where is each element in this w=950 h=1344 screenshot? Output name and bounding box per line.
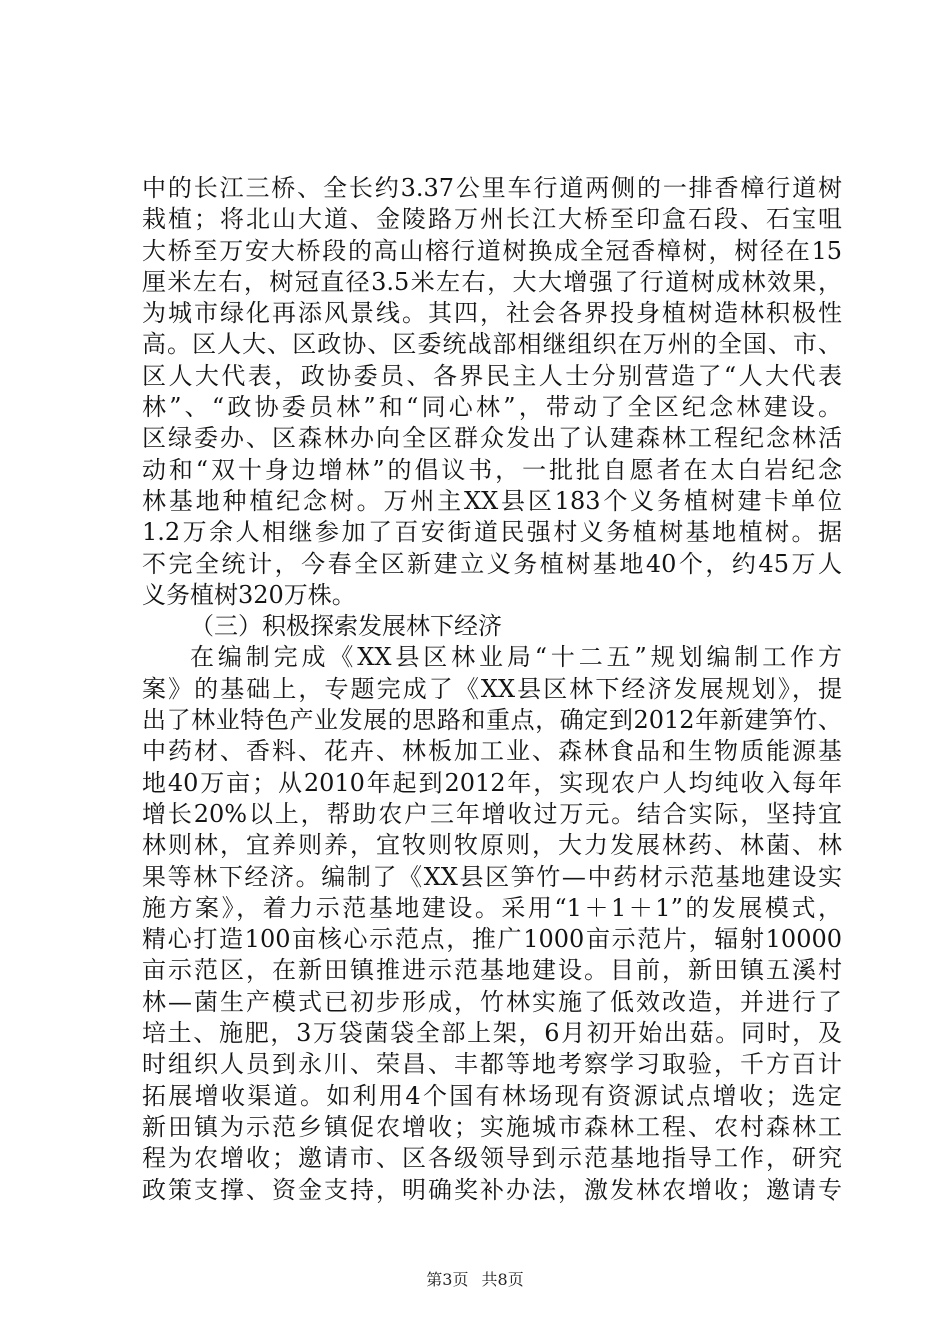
text-line: 林”、“政协委员林”和“同心林”，带动了全区纪念林建设。 — [142, 393, 842, 422]
document-body — [142, 173, 842, 1206]
text-line: 大桥至万安大桥段的高山榕行道树换成全冠香樟树，树径在15 — [142, 236, 842, 265]
text-line: 林—菌生产模式已初步形成，竹林实施了低效改造，并进行了 — [142, 987, 842, 1016]
page-number: 第3页 — [426, 1270, 469, 1289]
text-line: 新田镇为示范乡镇促农增收；实施城市森林工程、农村森林工 — [142, 1112, 842, 1141]
text-line: 增长20%以上，帮助农户三年增收过万元。结合实际，坚持宜 — [142, 799, 842, 828]
text-line: 林则林，宜养则养，宜牧则牧原则，大力发展林药、林菌、林 — [142, 831, 842, 860]
text-line: 精心打造100亩核心示范点，推广1000亩示范片，辐射10000 — [142, 925, 842, 954]
text-line: 厘米左右，树冠直径3.5米左右，大大增强了行道树成林效果， — [142, 267, 842, 296]
text-line: 区绿委办、区森林办向全区群众发出了认建森林工程纪念林活 — [142, 424, 842, 453]
text-line: 义务植树320万株。 — [142, 580, 356, 609]
text-line: 1.2万余人相继参加了百安街道民强村义务植树基地植树。据 — [142, 518, 842, 547]
text-line: 为城市绿化再添风景线。其四，社会各界投身植树造林积极性 — [142, 299, 842, 328]
text-line: 中药材、香料、花卉、林板加工业、森林食品和生物质能源基 — [142, 737, 842, 766]
text-line: 林基地种植纪念树。万州主XX县区183个义务植树建卡单位 — [142, 486, 842, 515]
text-line: 出了林业特色产业发展的思路和重点，确定到2012年新建笋竹、 — [142, 706, 842, 735]
page-total: 共8页 — [481, 1270, 524, 1289]
text-line: 地40万亩；从2010年起到2012年，实现农户人均纯收入每年 — [142, 768, 842, 797]
section-heading: （三）积极探索发展林下经济 — [190, 612, 502, 641]
text-line: 拓展增收渠道。如利用4个国有林场现有资源试点增收；选定 — [142, 1081, 842, 1110]
page-footer — [0, 1270, 950, 1290]
text-line: 不完全统计，今春全区新建立义务植树基地40个，约45万人 — [142, 549, 842, 578]
text-line: 政策支撑、资金支持，明确奖补办法，激发林农增收；邀请专 — [142, 1175, 842, 1204]
paragraph-first-line: 在编制完成《XX县区林业局“十二五”规划编制工作方 — [190, 643, 842, 672]
text-line: 案》的基础上，专题完成了《XX县区林下经济发展规划》，提 — [142, 674, 842, 703]
text-line: 动和“双十身边增林”的倡议书，一批批自愿者在太白岩纪念 — [142, 455, 842, 484]
text-line: 时组织人员到永川、荣昌、丰都等地考察学习取验，千方百计 — [142, 1050, 842, 1079]
text-line: 区人大代表，政协委员、各界民主人士分别营造了“人大代表 — [142, 361, 842, 390]
text-line: 施方案》，着力示范基地建设。采用“1＋1＋1”的发展模式， — [142, 893, 842, 922]
text-line: 程为农增收；邀请市、区各级领导到示范基地指导工作，研究 — [142, 1144, 842, 1173]
text-line: 中的长江三桥、全长约3.37公里车行道两侧的一排香樟行道树 — [142, 174, 842, 202]
text-line: 果等林下经济。编制了《XX县区笋竹—中药材示范基地建设实 — [142, 862, 842, 891]
text-line: 高。区人大、区政协、区委统战部相继组织在万州的全国、市、 — [142, 330, 842, 359]
text-line: 亩示范区，在新田镇推进示范基地建设。目前，新田镇五溪村 — [142, 956, 842, 985]
text-line: 培土、施肥，3万袋菌袋全部上架，6月初开始出菇。同时，及 — [142, 1019, 842, 1048]
text-line: 栽植；将北山大道、金陵路万州长江大桥至印盒石段、石宝咀 — [142, 205, 842, 234]
